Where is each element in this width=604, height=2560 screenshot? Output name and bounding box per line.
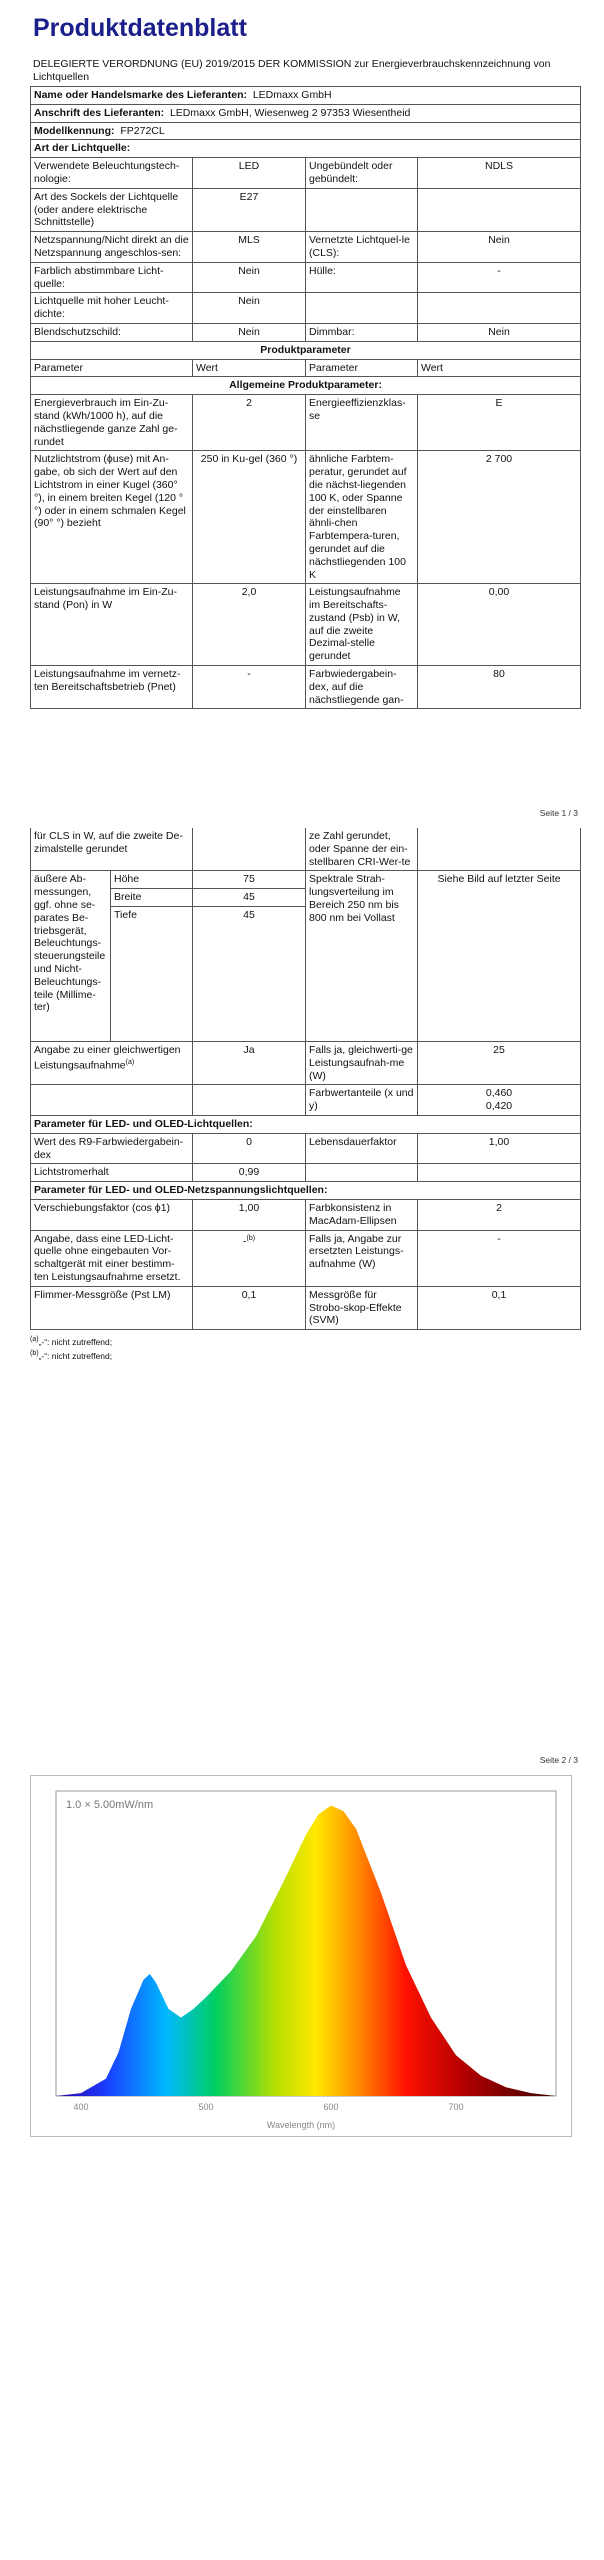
r9-label: Wert des R9-Farbwiedergabein-dex xyxy=(31,1133,193,1164)
param-v2: E xyxy=(418,395,581,451)
type-v2: Nein xyxy=(418,232,581,263)
type-row xyxy=(31,158,581,189)
dim-depth-value: 45 xyxy=(193,906,306,1041)
chroma-empty xyxy=(31,1085,193,1116)
page-number-1: Seite 1 / 3 xyxy=(539,808,578,818)
param-l2: Farbwiedergabein-dex, auf die nächstliegende gan- xyxy=(306,666,418,709)
type-v1: E27 xyxy=(193,188,306,231)
product-sheet-page-2 xyxy=(30,828,580,1362)
macadam-label: Farbkonsistenz in MacAdam-Ellipsen xyxy=(306,1199,418,1230)
general-heading: Allgemeine Produktparameter: xyxy=(31,377,581,395)
equiv-label: Angabe zu einer gleichwertigen Leistungsaufnahme$^{(a)}$ xyxy=(31,1041,193,1084)
col-param: Parameter xyxy=(31,359,193,377)
type-v1: LED xyxy=(193,158,306,189)
param-l2: ähnliche Farbtem-peratur, gerundet auf die nächst-liegenden 100 K, oder Spanne der einstellbaren ähnli-chen Farbtempera-turen, gerundet auf die nächstliegenden 100 K xyxy=(306,451,418,584)
type-v1: Nein xyxy=(193,262,306,293)
supplier-address-row: Anschrift des Lieferanten: LEDmaxx GmbH, Wiesenweg 2 97353 Wiesentheid xyxy=(31,104,581,122)
supplier-name-row: Name oder Handelsmarke des Lieferanten: LEDmaxx GmbH xyxy=(31,87,581,105)
dim-width-label: Breite xyxy=(111,889,193,907)
lumen-empty xyxy=(306,1164,418,1182)
type-v1: MLS xyxy=(193,232,306,263)
spectrum-x-tick: 700 xyxy=(448,2102,464,2112)
type-row xyxy=(31,323,581,341)
spectrum-area xyxy=(56,1806,556,2097)
type-table xyxy=(30,157,581,342)
life-label: Lebensdauerfaktor xyxy=(306,1133,418,1164)
dim-depth-label: Tiefe xyxy=(111,906,193,1041)
product-sheet-page-1 xyxy=(30,86,580,709)
macadam-value: 2 xyxy=(418,1199,581,1230)
type-l1: Blendschutzschild: xyxy=(31,323,193,341)
equiv-value: Ja xyxy=(193,1041,306,1084)
replace-label: Angabe, dass eine LED-Licht-quelle ohne eingebauten Vor-schaltgerät mit einer bestimm-ten Leistungsaufnahme ersetzt. xyxy=(31,1230,193,1286)
pf-value: 1,00 xyxy=(193,1199,306,1230)
param-v1: 2,0 xyxy=(193,584,306,666)
param-v1: 2 xyxy=(193,395,306,451)
equiv-power-value: 25 xyxy=(418,1041,581,1084)
param-row xyxy=(31,666,581,709)
model-row: Modellkennung: FP272CL xyxy=(31,122,581,140)
lumen-value: 0,99 xyxy=(193,1164,306,1182)
strobo-label: Messgröße für Strobo-skop-Effekte (SVM) xyxy=(306,1286,418,1329)
spectrum-x-tick: 400 xyxy=(73,2102,89,2112)
type-l2 xyxy=(306,293,418,324)
param-v1: 250 in Ku-gel (360 °) xyxy=(193,451,306,584)
spectral-label: Spektrale Strah-lungsverteilung im Bereich 250 nm bis 800 nm bei Vollast xyxy=(306,871,418,1042)
type-v2 xyxy=(418,188,581,231)
params-table-continued xyxy=(30,828,581,1330)
spectrum-chart xyxy=(31,1776,571,2136)
spectrum-xlabel: Wavelength (nm) xyxy=(266,2120,336,2130)
cri-cont: ze Zahl gerundet, oder Spanne der ein-stellbaren CRI-Wer-te xyxy=(306,828,418,871)
param-row xyxy=(31,395,581,451)
replace-value: -$^{(b)}$ xyxy=(193,1230,306,1286)
dim-height-value: 75 xyxy=(193,871,306,889)
type-row xyxy=(31,188,581,231)
lumen-label: Lichtstromerhalt xyxy=(31,1164,193,1182)
param-l1: Leistungsaufnahme im Ein-Zu-stand (Pon) in W xyxy=(31,584,193,666)
type-l2: Vernetzte Lichtquel-le (CLS): xyxy=(306,232,418,263)
col-value: Wert xyxy=(193,359,306,377)
regulation-text: DELEGIERTE VERORDNUNG (EU) 2019/2015 DER KOMMISSION zur Energieverbrauchskennzeichnung von Lichtquellen xyxy=(33,58,551,83)
chroma-value: 0,460 0,420 xyxy=(418,1085,581,1116)
params-table xyxy=(30,341,581,710)
spectral-value: Siehe Bild auf letzter Seite xyxy=(418,871,581,1042)
mains-heading: Parameter für LED- und OLED-Netzspannungslichtquellen: xyxy=(31,1182,581,1200)
life-value: 1,00 xyxy=(418,1133,581,1164)
param-l1: Energieverbrauch im Ein-Zu-stand (kWh/1000 h), auf die nächstliegende ganze Zahl ge-rundet xyxy=(31,395,193,451)
cri-cont-value xyxy=(418,828,581,871)
type-v2: Nein xyxy=(418,323,581,341)
chroma-empty-value xyxy=(193,1085,306,1116)
type-v2: NDLS xyxy=(418,158,581,189)
col-param-2: Parameter xyxy=(306,359,418,377)
cls-standby-cont-value xyxy=(193,828,306,871)
param-l1: Leistungsaufnahme im vernetz-ten Bereitschaftsbetrieb (Pnet) xyxy=(31,666,193,709)
param-l1: Nutzlichtstrom (ϕuse) mit An-gabe, ob sich der Wert auf den Lichtstrom in einer Kugel (360° °), in einem breiten Kegel (120 °°) oder in einem schmalen Kegel (90° °) bezieht xyxy=(31,451,193,584)
footnote-a: $^{(a)}$„-“: nicht zutreffend; xyxy=(30,1336,113,1347)
chroma-label: Farbwertanteile (x und y) xyxy=(306,1085,418,1116)
type-l2: Hülle: xyxy=(306,262,418,293)
page-title: Produktdatenblatt xyxy=(33,14,247,42)
strobo-value: 0,1 xyxy=(418,1286,581,1329)
param-v2: 80 xyxy=(418,666,581,709)
replace-power-label: Falls ja, Angabe zur ersetzten Leistungs-aufnahme (W) xyxy=(306,1230,418,1286)
type-l1: Verwendete Beleuchtungstech-nologie: xyxy=(31,158,193,189)
param-l2: Energieeffizienzklas-se xyxy=(306,395,418,451)
spectrum-x-tick: 600 xyxy=(323,2102,339,2112)
footnote-b: $^{(b)}$„-“: nicht zutreffend; xyxy=(30,1349,113,1361)
dim-width-value: 45 xyxy=(193,889,306,907)
led-heading: Parameter für LED- und OLED-Lichtquellen: xyxy=(31,1115,581,1133)
type-row xyxy=(31,232,581,263)
type-l1: Farblich abstimmbare Licht-quelle: xyxy=(31,262,193,293)
spectrum-chart-frame xyxy=(30,1775,572,2137)
flicker-value: 0,1 xyxy=(193,1286,306,1329)
type-l2 xyxy=(306,188,418,231)
replace-power-value: - xyxy=(418,1230,581,1286)
params-heading: Produktparameter xyxy=(31,341,581,359)
r9-value: 0 xyxy=(193,1133,306,1164)
param-l2: Leistungsaufnahme im Bereitschafts-zustand (Psb) in W, auf die zweite Dezimal-stelle gerundet xyxy=(306,584,418,666)
flicker-label: Flimmer-Messgröße (Pst LM) xyxy=(31,1286,193,1329)
page-number-2: Seite 2 / 3 xyxy=(539,1755,578,1765)
type-l1: Art des Sockels der Lichtquelle (oder andere elektrische Schnittstelle) xyxy=(31,188,193,231)
lumen-empty-value xyxy=(418,1164,581,1182)
type-l2: Dimmbar: xyxy=(306,323,418,341)
dimensions-label: äußere Ab-messungen, ggf. ohne se-parates Be-triebsgerät, Beleuchtungs-steuerungsteile und Nicht-Beleuchtungs-teile (Millime-ter) xyxy=(31,871,111,1042)
type-row xyxy=(31,293,581,324)
type-row xyxy=(31,262,581,293)
supplier-table xyxy=(30,86,581,158)
type-l1: Lichtquelle mit hoher Leucht-dichte: xyxy=(31,293,193,324)
col-value-2: Wert xyxy=(418,359,581,377)
type-v1: Nein xyxy=(193,293,306,324)
param-v2: 0,00 xyxy=(418,584,581,666)
type-l1: Netzspannung/Nicht direkt an die Netzspannung angeschlos-sen: xyxy=(31,232,193,263)
type-l2: Ungebündelt oder gebündelt: xyxy=(306,158,418,189)
type-v2 xyxy=(418,293,581,324)
type-heading: Art der Lichtquelle: xyxy=(31,140,581,158)
cls-standby-cont: für CLS in W, auf die zweite De-zimalstelle gerundet xyxy=(31,828,193,871)
spectrum-legend: 1.0 × 5.00mW/nm xyxy=(66,1799,154,1811)
param-row xyxy=(31,584,581,666)
param-row xyxy=(31,451,581,584)
equiv-power-label: Falls ja, gleichwerti-ge Leistungsaufnah-me (W) xyxy=(306,1041,418,1084)
pf-label: Verschiebungsfaktor (cos ϕ1) xyxy=(31,1199,193,1230)
param-v1: - xyxy=(193,666,306,709)
param-v2: 2 700 xyxy=(418,451,581,584)
type-v2: - xyxy=(418,262,581,293)
dim-height-label: Höhe xyxy=(111,871,193,889)
type-v1: Nein xyxy=(193,323,306,341)
spectrum-x-tick: 500 xyxy=(198,2102,214,2112)
